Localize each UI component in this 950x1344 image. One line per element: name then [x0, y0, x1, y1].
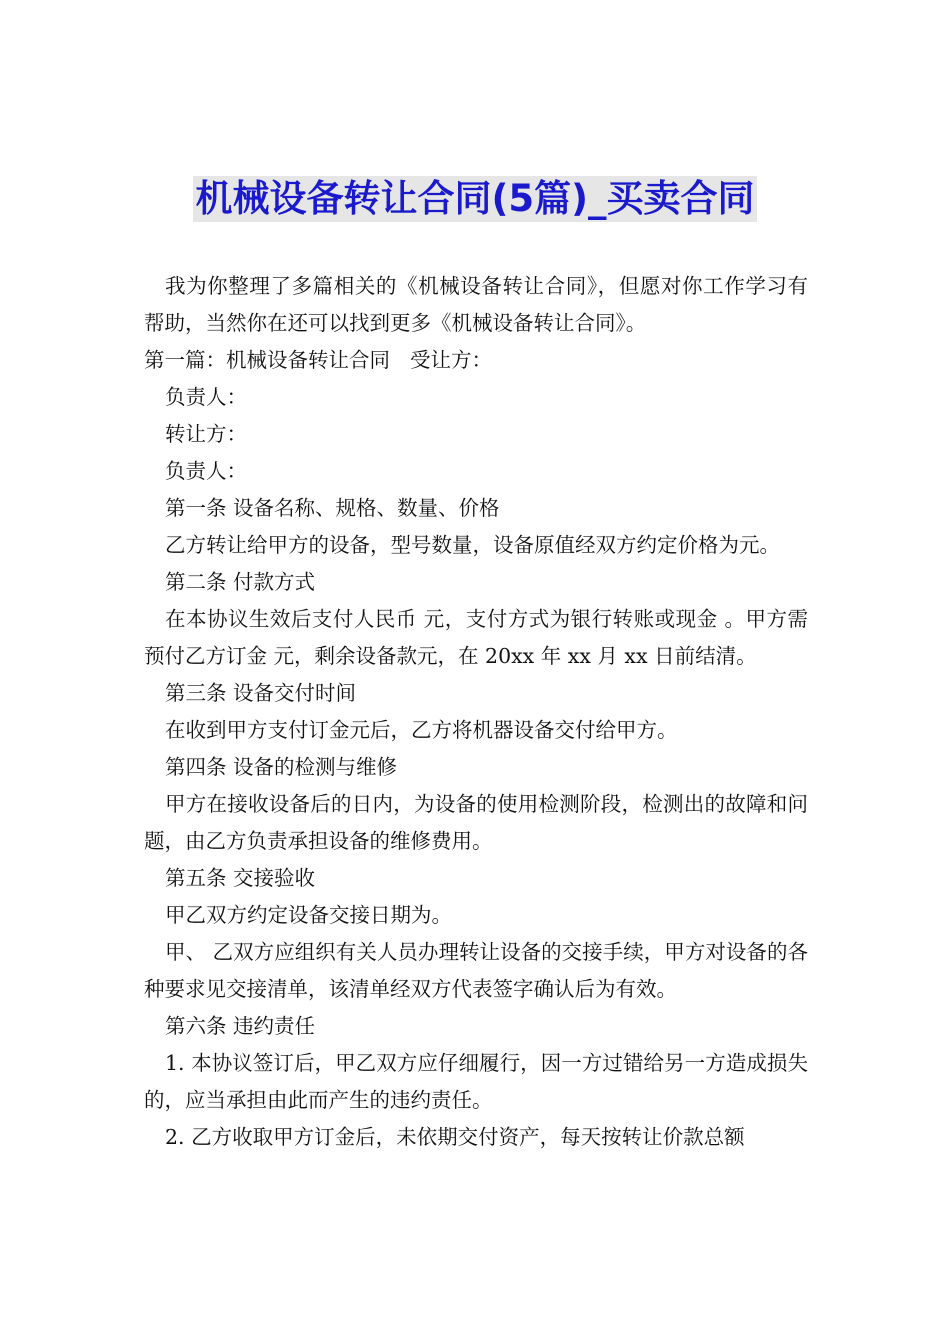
- paragraph: [144, 490, 808, 527]
- paragraph-text: 第六条 违约责任: [165, 1014, 316, 1038]
- paragraph: [144, 860, 808, 897]
- paragraph: [144, 416, 808, 453]
- paragraph-text: 我为你整理了多篇相关的《机械设备转让合同》，但愿对你工作学习有帮助，当然你在还可以找到更多《机械设备转让合同》。: [144, 274, 808, 335]
- document-body: [144, 268, 808, 1156]
- paragraph-text: 负责人：: [165, 459, 247, 483]
- paragraph-text: 1. 本协议签订后，甲乙双方应仔细履行，因一方过错给另一方造成损失的，应当承担由此而产生的违约责任。: [144, 1051, 808, 1112]
- paragraph-extra-text: 受让方：: [410, 348, 492, 372]
- paragraph: [144, 379, 808, 416]
- paragraph-text: 第二条 付款方式: [165, 570, 316, 594]
- paragraph: [144, 749, 808, 786]
- paragraph-text: 在本协议生效后支付人民币 元，支付方式为银行转账或现金 。甲方需预付乙方订金 元，剩余设备款元，在 20xx 年 xx 月 xx 日前结清。: [144, 607, 808, 668]
- paragraph: [144, 934, 808, 1008]
- paragraph: [144, 601, 808, 675]
- paragraph-text: 乙方转让给甲方的设备，型号数量，设备原值经双方约定价格为元。: [165, 533, 780, 557]
- paragraph: [144, 712, 808, 749]
- paragraph: [144, 453, 808, 490]
- paragraph: [144, 1119, 808, 1156]
- paragraph-text: 负责人：: [165, 385, 247, 409]
- paragraph-text: 第一条 设备名称、规格、数量、价格: [165, 496, 500, 520]
- paragraph-text: 甲乙双方约定设备交接日期为。: [165, 903, 452, 927]
- paragraph: [144, 675, 808, 712]
- paragraph: [144, 527, 808, 564]
- title-wrap: [0, 176, 950, 222]
- paragraph-text: 甲、 乙双方应组织有关人员办理转让设备的交接手续，甲方对设备的各种要求见交接清单，该清单经双方代表签字确认后为有效。: [144, 940, 808, 1001]
- document-title: 机械设备转让合同(5篇)_买卖合同: [195, 177, 755, 220]
- paragraph: [144, 1008, 808, 1045]
- paragraph: [144, 268, 808, 342]
- paragraph-text: 第四条 设备的检测与维修: [165, 755, 398, 779]
- paragraph-text: 在收到甲方支付订金元后，乙方将机器设备交付给甲方。: [165, 718, 678, 742]
- paragraph: [144, 342, 808, 379]
- paragraph: [144, 1045, 808, 1119]
- paragraph: [144, 786, 808, 860]
- paragraph-text: 2. 乙方收取甲方订金后，未依期交付资产，每天按转让价款总额: [165, 1125, 745, 1149]
- paragraph-text: 第五条 交接验收: [165, 866, 316, 890]
- paragraph: [144, 897, 808, 934]
- paragraph-text: 甲方在接收设备后的日内，为设备的使用检测阶段，检测出的故障和问题，由乙方负责承担设备的维修费用。: [144, 792, 808, 853]
- paragraph: [144, 564, 808, 601]
- paragraph-text: 第一篇：机械设备转让合同: [144, 348, 390, 372]
- paragraph-text: 转让方：: [165, 422, 247, 446]
- paragraph-text: 第三条 设备交付时间: [165, 681, 357, 705]
